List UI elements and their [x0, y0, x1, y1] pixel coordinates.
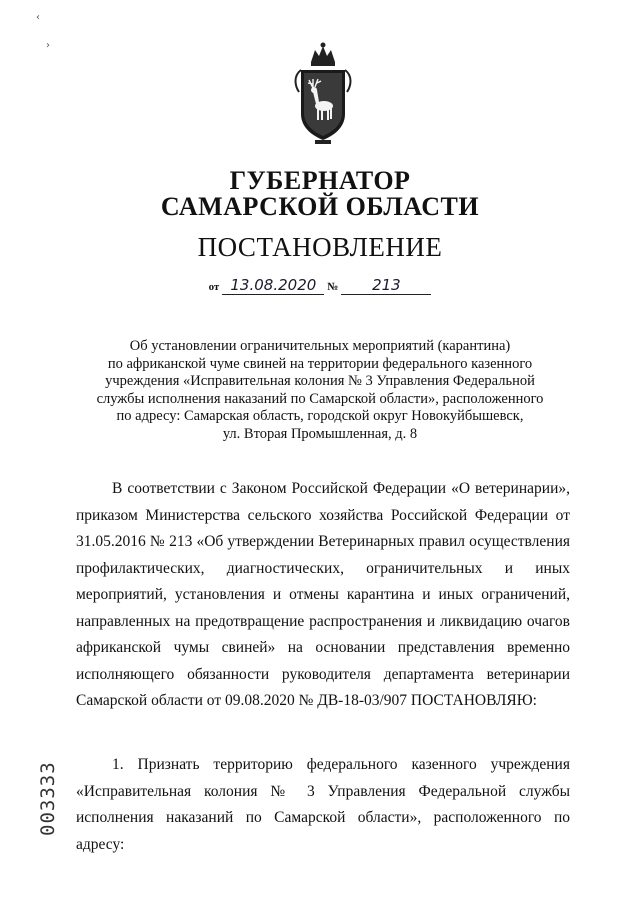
subject-line: ул. Вторая Промышленная, д. 8 [222, 425, 418, 442]
subject-line: по адресу: Самарская область, городской округ Новокуйбышевск, [116, 408, 524, 424]
issuer-region: САМАРСКОЙ ОБЛАСТИ [160, 192, 480, 221]
margin-stamp-number: 003333 [37, 761, 59, 836]
number-label: № [327, 281, 339, 293]
date-line [0, 276, 640, 296]
scan-mark-left: › [46, 40, 50, 51]
scan-mark-top: ‹ [36, 12, 40, 23]
handwritten-number: 213 [341, 276, 431, 295]
handwritten-date: 13.08.2020 [222, 276, 324, 295]
subject-line: Об установлении ограничительных мероприятий (карантина) [129, 338, 511, 354]
subject-line: службы исполнения наказаний по Самарской области», расположенного [96, 390, 544, 407]
document-type: ПОСТАНОВЛЕНИЕ [197, 232, 443, 262]
item-1-paragraph: 1. Признать территорию федерального казенного учреждения «Исправительная колония № 3 Управления Федеральной службы исполнения наказаний по Самарской области», расположенного по адресу: [76, 756, 570, 853]
issuer-title: ГУБЕРНАТОР [229, 166, 411, 195]
preamble-paragraph: В соответствии с Законом Российской Федерации «О ветеринарии», приказом Министерства сельского хозяйства Российской Федерации от 31.05.2016 № 213 «Об утверждении Ветеринарных правил осуществления профилактических, диагностических, ограничительных и иных мероприятий, установления и отмены карантина и иных ограничений, направленных на предотвращение распространения и ликвидацию очагов африканской чумы свиней» на основании представления временно исполняющего обязанности руководителя департамента ветеринарии Самарской области от 09.08.2020 № ДВ-18-03/907 ПОСТАНОВЛЯЮ: [76, 480, 570, 709]
subject-line: по африканской чуме свиней на территории федерального казенного [107, 355, 533, 372]
subject-block [90, 338, 550, 443]
coat-of-arms-icon [287, 40, 359, 150]
subject-line: учреждения «Исправительная колония № 3 Управления Федеральной [105, 373, 535, 389]
date-from-label: от [208, 281, 220, 293]
